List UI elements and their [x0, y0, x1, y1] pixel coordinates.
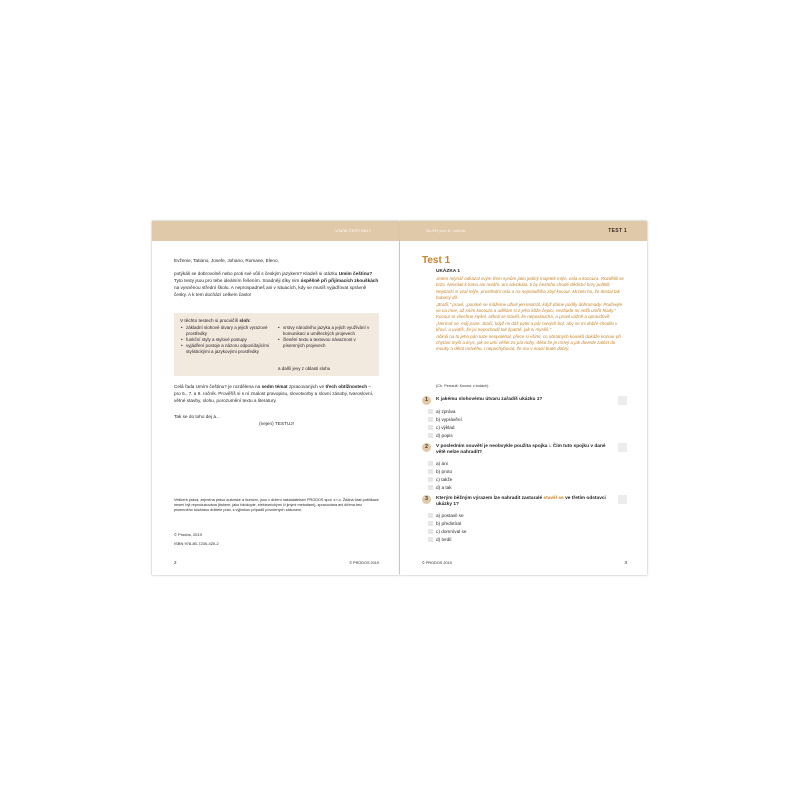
- question-number: 1: [422, 396, 431, 405]
- option[interactable]: b) proto: [428, 468, 548, 476]
- list-item: • základní slohové útvary a jejich vyrazové prostředky: [181, 325, 276, 337]
- option[interactable]: a) ani: [428, 460, 548, 468]
- series-paragraph: Celá řada Umím češtinu? je rozdělena na sedm témat zpracovaných ve třech obtížnostech – pro 5., 7. a 9. ročník. Prověříš si s ní znalost pravopisu, slovotvorby a slovní zásoby, tvaroslovní, větné stavby, slohu, porozumění textu a literatury.: [174, 384, 374, 403]
- checkbox[interactable]: [428, 469, 433, 474]
- legal-notice: Veškerá práva, zejména právo autorské a licenční, jsou v držení nakladatelství PRODOS spol. s r.o. Žádná část publikace nesmí být reprodukována (tiskem, jako fotokopie, elektronickými či jinými metodami), zpracována ani šířena bez písemného souhlasu držitele práv, s výjimkou případů povolených zákonem.: [174, 498, 379, 513]
- publisher-footer: © PRODOS 2019: [422, 561, 452, 565]
- option[interactable]: d) tvrdil: [428, 536, 548, 544]
- info-box: [174, 313, 379, 376]
- closing-line: Tak se do toho dej a...: [174, 414, 220, 419]
- right-page: [400, 221, 647, 575]
- list-item: • vyjádření postoje a názoru odpovídajícími stylistickými a jazykovými prostředky: [181, 343, 276, 355]
- test-title: Test 1: [422, 255, 451, 266]
- question-text: K jakému slohovému útvaru zařadíš ukázku 1?: [436, 397, 543, 402]
- info-box-footer: a další jevy z oblasti slohu: [278, 366, 331, 371]
- sample-label: UKÁZKA 1: [436, 269, 461, 274]
- option[interactable]: c) domníval se: [428, 528, 548, 536]
- signature: (nejen) TESTUJ!: [259, 421, 294, 426]
- checkbox[interactable]: [428, 513, 433, 518]
- sample-excerpt: Jeden mlynář odkázal svým třem synům jako jediný majetek mlýn, osla a kocoura. Rozdělili se brzo. Nevolali k tomu ani notáře, ani advokáta, ti by beztoho chudé dědictví brzy pohltili. Nejstarší si vzal mlýn, prostřední osla a na nejmladšího zbyl kocour. Mrzelo ho, že dostal tak hubený díl. „Bratři," pravil, „pootivé se můžeme uživit jen tenkrát, když dáme podíly dohromady. Podívejte se na mne, až sním kocoura a udělám si z jeho kůže čepici, nezbude mi nežli umřít hlady." Kocour to všechno slyšel, ačkoli se stavěl, že neposlouchá, a pravil vážně a opravdově: „Nermuť se, můj pane. Stačí, když mi dáš pytel a pár nových bot, aby se mi dobře chodilo v křoví, a uvidíš, že jsi nepochodil tak špatně, jak si myslíš." Ačkoli na to jeho pán tuze nespoléhal, přece si všiml, co obratných kousků dokáže kocour při chytání myší a krys, jak se umí věšet za pár nohy, dělat že je mrtvý a jak dovede zalézt do mouky a dělat mrtvého, i nepochybovat, že mu v nouzi bude dobrý.: [436, 276, 624, 352]
- checkbox[interactable]: [428, 409, 433, 414]
- series-title: UMÍM ČEŠTINU?: [335, 228, 371, 233]
- page-number: 2: [174, 560, 177, 565]
- checkbox[interactable]: [428, 529, 433, 534]
- checkbox[interactable]: [428, 461, 433, 466]
- copyright: © Prodos, 2019: [174, 532, 202, 537]
- intro-paragraph: potýkáš se dobrovolně nebo proti své vůli s českým jazykem? Kladeš si otázku Umím češtinu? Tyto testy jsou pro tebe ideálním řešením. Snadněji díky nim úspěšně při přijímacích zkouškách na vysněnou střední školu. A neprospadneš ani v situacích, kdy se musíš vyjadřovat správně česky. A k tem dochází celkem často!: [174, 271, 379, 297]
- section-title: SLOH pro 5. ročník: [426, 228, 466, 233]
- info-box-col-1: [181, 325, 276, 355]
- excerpt-source: (Ch. Perrault: Kocour v botách): [436, 384, 489, 388]
- page-number: 3: [624, 560, 627, 565]
- info-box-col-2: [278, 325, 373, 349]
- checkbox[interactable]: [428, 485, 433, 490]
- header-band: [400, 221, 647, 241]
- isbn: ISBN 978-80-7230-420-2: [174, 541, 219, 546]
- list-item: • členění textu a textovou návaznost v písemných projevech: [278, 337, 373, 349]
- option[interactable]: b) předstíral: [428, 520, 548, 528]
- checkbox[interactable]: [428, 521, 433, 526]
- question-number: 3: [422, 495, 431, 504]
- option[interactable]: c) takže: [428, 476, 548, 484]
- option[interactable]: c) výklad: [428, 424, 548, 432]
- checkbox[interactable]: [428, 425, 433, 430]
- answer-box[interactable]: [618, 396, 627, 405]
- question-number: 2: [422, 443, 431, 452]
- checkbox[interactable]: [428, 537, 433, 542]
- checkbox[interactable]: [428, 433, 433, 438]
- option[interactable]: d) popis: [428, 432, 548, 440]
- answer-box[interactable]: [618, 443, 627, 452]
- question-text: V posledním souvětí je neobvykle použita spojka i. Čím tuto spojku v dané větě nelze nahradit?: [436, 444, 606, 456]
- left-page: [152, 221, 399, 575]
- checkbox[interactable]: [428, 477, 433, 482]
- header-band: [152, 221, 399, 241]
- publisher-footer: © PRODOS 2019: [349, 561, 379, 565]
- option[interactable]: a) postavil se: [428, 512, 548, 520]
- answer-box[interactable]: [618, 495, 627, 504]
- list-item: • vrstvy národního jazyka a jejich využívání v komunikaci a uměleckých projevech: [278, 325, 373, 337]
- option[interactable]: a) zpráva: [428, 408, 548, 416]
- test-label: TEST 1: [608, 228, 627, 234]
- question-text: Kterým běžným výrazem lze nahradit zastaralé stavěl se ve třetím odstavci ukázky 1?: [436, 496, 606, 508]
- option[interactable]: d) a tak: [428, 484, 548, 492]
- greeting: Evženie, Tatiano, Josefe, Johano, Romane, Elenо,: [174, 258, 279, 263]
- checkbox[interactable]: [428, 417, 433, 422]
- info-box-heading: V těchto testech si procvičíš sloh:: [180, 318, 251, 323]
- option[interactable]: b) vyprávění: [428, 416, 548, 424]
- list-item: • funkční styly a stylové postupy: [181, 337, 276, 343]
